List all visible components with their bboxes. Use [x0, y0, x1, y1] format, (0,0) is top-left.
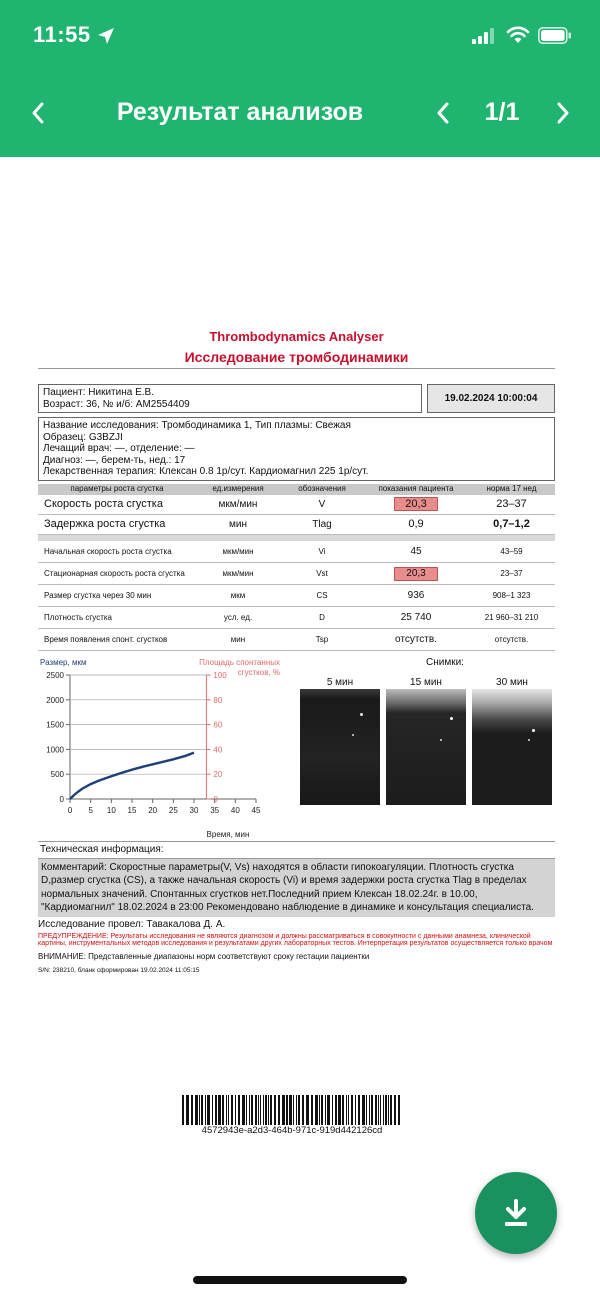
barcode-text: 4572943e-a2d3-464b-971c-919d442126cd	[201, 1125, 383, 1136]
status-bar	[0, 0, 600, 70]
barcode-bar	[249, 1095, 250, 1125]
table-row	[38, 541, 555, 563]
snapshot-15min	[386, 677, 466, 805]
chart-x-tick-label: 35	[210, 806, 220, 816]
barcode-bar	[378, 1095, 379, 1125]
doctor: Лечащий врач: —, отделение: —	[43, 443, 195, 455]
table-row	[38, 495, 555, 515]
cellular-signal-icon	[472, 28, 496, 44]
barcode-image	[182, 1095, 402, 1125]
barcode-bar	[296, 1095, 297, 1125]
barcode-bar	[205, 1095, 206, 1125]
diagnosis: Диагноз: —, берем-ть, нед.: 17	[43, 454, 186, 466]
result-document	[38, 330, 555, 974]
snapshot-image	[386, 689, 466, 805]
param-norm: 43–59	[468, 541, 555, 563]
chart-y2-tick-label: 0	[213, 795, 218, 805]
sample-id: Образец: G3BZJI	[43, 431, 123, 443]
param-norm: 23–37	[468, 563, 555, 585]
param-name: Размер сгустка через 30 мин	[38, 585, 196, 607]
barcode-bar	[207, 1095, 210, 1125]
param-symbol: D	[280, 607, 364, 629]
barcode-bar	[195, 1095, 198, 1125]
barcode-bar	[346, 1095, 347, 1125]
param-symbol: Vi	[280, 541, 364, 563]
chart-x-tick-label: 40	[230, 806, 240, 816]
chart-x-tick-label: 45	[251, 806, 261, 816]
param-unit: мкм/мин	[196, 541, 280, 563]
chart-x-tick-label: 30	[189, 806, 199, 816]
param-norm: 23–37	[468, 495, 555, 515]
chart-y-tick-label: 0	[59, 795, 64, 805]
chart-x-tick-label: 5	[88, 806, 93, 816]
barcode-bar	[398, 1095, 400, 1125]
barcode-bar	[369, 1095, 370, 1125]
snapshots-title: Снимки:	[426, 657, 464, 669]
patient-row	[38, 384, 555, 413]
param-unit: мин	[196, 629, 280, 651]
technical-info-title: Техническая информация:	[38, 841, 555, 859]
param-name: Время появления спонт. сгустков	[38, 629, 196, 651]
next-page-button[interactable]	[548, 95, 578, 131]
barcode-bar	[394, 1095, 396, 1125]
home-indicator	[193, 1276, 407, 1284]
barcode-bar	[215, 1095, 217, 1125]
table-header-row	[38, 484, 555, 495]
figure-area	[38, 653, 555, 841]
param-value-cell	[364, 563, 468, 585]
param-value: отсутств.	[364, 629, 468, 651]
battery-icon	[538, 27, 572, 44]
barcode-bar	[348, 1095, 349, 1125]
patient-age: Возраст: 36, № и/б: AM2554409	[43, 398, 190, 410]
barcode-bar	[282, 1095, 285, 1125]
param-unit: мкм/мин	[196, 495, 280, 515]
barcode-bar	[182, 1095, 184, 1125]
chart-y2-tick-label: 60	[213, 720, 223, 730]
param-symbol: Vst	[280, 563, 364, 585]
barcode-bar	[362, 1095, 365, 1125]
barcode-bar	[265, 1095, 267, 1125]
barcode-bar	[302, 1095, 304, 1125]
param-value: 25 740	[364, 607, 468, 629]
chart-y2-label: Площадь спонтанных сгустков, %	[199, 658, 280, 678]
download-icon	[503, 1199, 529, 1227]
download-button[interactable]	[475, 1172, 557, 1254]
study-info	[38, 417, 555, 481]
barcode-bar	[238, 1095, 240, 1125]
snapshot-label: 30 мин	[496, 677, 528, 689]
table-header: показания пациента	[364, 484, 468, 495]
barcode-bar	[218, 1095, 221, 1125]
barcode-bar	[226, 1095, 227, 1125]
param-name: Скорость роста сгустка	[38, 495, 196, 515]
param-value: 0,9	[364, 515, 468, 535]
barcode-bar	[222, 1095, 224, 1125]
snapshot-image	[300, 689, 380, 805]
param-value-flagged: 20,3	[394, 567, 438, 581]
barcode-bar	[258, 1095, 259, 1125]
wifi-icon	[506, 26, 530, 44]
param-value: 45	[364, 541, 468, 563]
barcode-bar	[228, 1095, 229, 1125]
warning-text: ПРЕДУПРЕЖДЕНИЕ: Результаты исследования не являются диагнозом и должны рассматриваться в совокупности с данными анамнеза, клинической картины, инструментальных методов исследования и результатами других лабораторных тестов. Интерпретация результатов осуществляется только врачом	[38, 933, 553, 948]
barcode-bar	[231, 1095, 233, 1125]
barcode-bar	[388, 1095, 389, 1125]
chart-y-tick-label: 2000	[46, 695, 64, 705]
page-title: Результат анализов	[116, 98, 364, 126]
snapshot-image	[472, 689, 552, 805]
barcode-bar	[199, 1095, 200, 1125]
table-row	[38, 585, 555, 607]
analysis-datetime: 19.02.2024 10:00:04	[427, 384, 555, 413]
param-unit: мкм/мин	[196, 563, 280, 585]
table-row	[38, 607, 555, 629]
barcode-bar	[242, 1095, 245, 1125]
chart-y-label: Размер, мкм	[40, 658, 87, 668]
table-header: норма 17 нед	[468, 484, 555, 495]
param-name: Стационарная скорость роста сгустка	[38, 563, 196, 585]
barcode-bar	[311, 1095, 313, 1125]
barcode-bar	[306, 1095, 309, 1125]
status-time: 11:55	[33, 22, 91, 47]
barcode-bar	[335, 1095, 337, 1125]
table-row	[38, 629, 555, 651]
param-symbol: Tsp	[280, 629, 364, 651]
param-symbol: CS	[280, 585, 364, 607]
param-name: Плотность сгустка	[38, 607, 196, 629]
document-title-ru: Исследование тромбодинамики	[38, 349, 555, 369]
param-symbol: V	[280, 495, 364, 515]
barcode-bar	[385, 1095, 387, 1125]
barcode-bar	[380, 1095, 381, 1125]
barcode-bar	[274, 1095, 276, 1125]
location-arrow-icon	[96, 26, 116, 46]
barcode-bar	[332, 1095, 333, 1125]
barcode-bar	[371, 1095, 373, 1125]
page-counter: 1/1	[484, 98, 520, 126]
barcode-bar	[255, 1095, 257, 1125]
barcode-bar	[321, 1095, 323, 1125]
snapshot-30min	[472, 677, 552, 805]
barcode-bar	[191, 1095, 193, 1125]
barcode-bar	[278, 1095, 280, 1125]
param-value-cell	[364, 495, 468, 515]
barcode-bar	[289, 1095, 292, 1125]
table-header: ед.измерения	[196, 484, 280, 495]
param-value-flagged: 20,3	[394, 497, 438, 511]
barcode-bar	[342, 1095, 344, 1125]
chart-series-line	[70, 753, 194, 799]
chevron-right-icon	[556, 102, 570, 124]
app-header	[0, 0, 600, 157]
chevron-left-icon	[436, 102, 450, 124]
barcode-bar	[383, 1095, 384, 1125]
barcode-bar	[201, 1095, 203, 1125]
param-norm: отсутств.	[468, 629, 555, 651]
serial-line: S/N: 238210, бланк сформирован 19.02.2024 11:05:15	[38, 966, 200, 974]
barcode-bar	[235, 1095, 236, 1125]
table-row	[38, 515, 555, 535]
study-name: Название исследования: Тромбодинамика 1, Тип плазмы: Свежая	[43, 420, 351, 432]
param-unit: мкм	[196, 585, 280, 607]
snapshot-label: 15 мин	[410, 677, 442, 689]
performer-line: Исследование провел: Тавакалова Д. А.	[38, 918, 226, 930]
barcode-bar	[338, 1095, 341, 1125]
snapshot-label: 5 мин	[326, 677, 354, 689]
attention-text: ВНИМАНИЕ: Представленные диапазоны норм соответствуют сроку гестации пациентки	[38, 951, 370, 961]
param-norm: 0,7–1,2	[468, 515, 555, 535]
clot-growth-chart	[38, 653, 298, 841]
param-norm: 908–1 323	[468, 585, 555, 607]
snapshot-5min	[300, 677, 380, 805]
barcode-bar	[268, 1095, 269, 1125]
chart-x-tick-label: 0	[67, 806, 73, 816]
barcode-bar	[212, 1095, 213, 1125]
barcode-bar	[186, 1095, 189, 1125]
chart-y2-tick-label: 80	[213, 695, 223, 705]
chart-x-label: Время, мин	[206, 830, 250, 840]
chart-y-tick-label: 1000	[46, 745, 64, 755]
param-name: Начальная скорость роста сгустка	[38, 541, 196, 563]
table-header: параметры роста сгустка	[38, 484, 196, 495]
chart-y-tick-label: 2500	[46, 671, 64, 681]
barcode-bar	[390, 1095, 392, 1125]
chart-x-tick-label: 20	[148, 806, 158, 816]
barcode-bar	[375, 1095, 377, 1125]
barcode-bar	[325, 1095, 326, 1125]
barcode-bar	[327, 1095, 330, 1125]
barcode-bar	[351, 1095, 353, 1125]
barcode-bar	[315, 1095, 318, 1125]
chart-y-tick-label: 500	[50, 770, 64, 780]
patient-info	[38, 384, 422, 413]
barcode-bar	[355, 1095, 356, 1125]
chart-y2-tick-label: 40	[213, 745, 223, 755]
barcode-bar	[358, 1095, 360, 1125]
table-header: обозначения	[280, 484, 364, 495]
previous-page-button[interactable]	[428, 95, 458, 131]
parameters-table	[38, 484, 555, 652]
chart-x-tick-label: 15	[127, 806, 137, 816]
chart-y2-tick-label: 20	[213, 770, 223, 780]
param-norm: 21 960–31 210	[468, 607, 555, 629]
comment-block: Комментарий: Скоростные параметры(V, Vs) находятся в области гипокоагуляции. Плотность сгустка D,размер сгустка (CS), а также начальная скорость (Vi) и время задержки роста сгустка Tlag в пределах нормальных значений. Спонтанных сгустков нет.Последний прием Клексан 18.02.24г. в 10.00, "Кардиомагнил" 18.02.2024 в 23:00 Рекомендовано наблюдение в динамике и консультация специалиста.	[38, 859, 555, 917]
document-title-en: Thrombodynamics Analyser	[209, 329, 384, 344]
param-unit: усл. ед.	[196, 607, 280, 629]
barcode-bar	[263, 1095, 264, 1125]
barcode-bar	[286, 1095, 288, 1125]
barcode-bar	[246, 1095, 247, 1125]
drug-therapy: Лекарственная терапия: Клексан 0.8 1р/сут. Кардиомагнил 225 1р/сут.	[43, 466, 369, 478]
param-symbol: Tlag	[280, 515, 364, 535]
patient-name: Пациент: Никитина Е.В.	[43, 387, 154, 399]
param-value: 936	[364, 585, 468, 607]
table-row	[38, 563, 555, 585]
chart-y-tick-label: 1500	[46, 720, 64, 730]
chart-y2-tick-label: 100	[213, 671, 227, 681]
barcode-bar	[260, 1095, 261, 1125]
param-unit: мин	[196, 515, 280, 535]
barcode-bar	[251, 1095, 253, 1125]
param-name: Задержка роста сгустка	[38, 515, 196, 535]
barcode-bar	[366, 1095, 367, 1125]
chart-x-tick-label: 25	[168, 806, 178, 816]
chart-x-tick-label: 10	[106, 806, 116, 816]
barcode-bar	[298, 1095, 300, 1125]
barcode-bar	[319, 1095, 320, 1125]
barcode-bar	[270, 1095, 272, 1125]
barcode-bar	[293, 1095, 294, 1125]
